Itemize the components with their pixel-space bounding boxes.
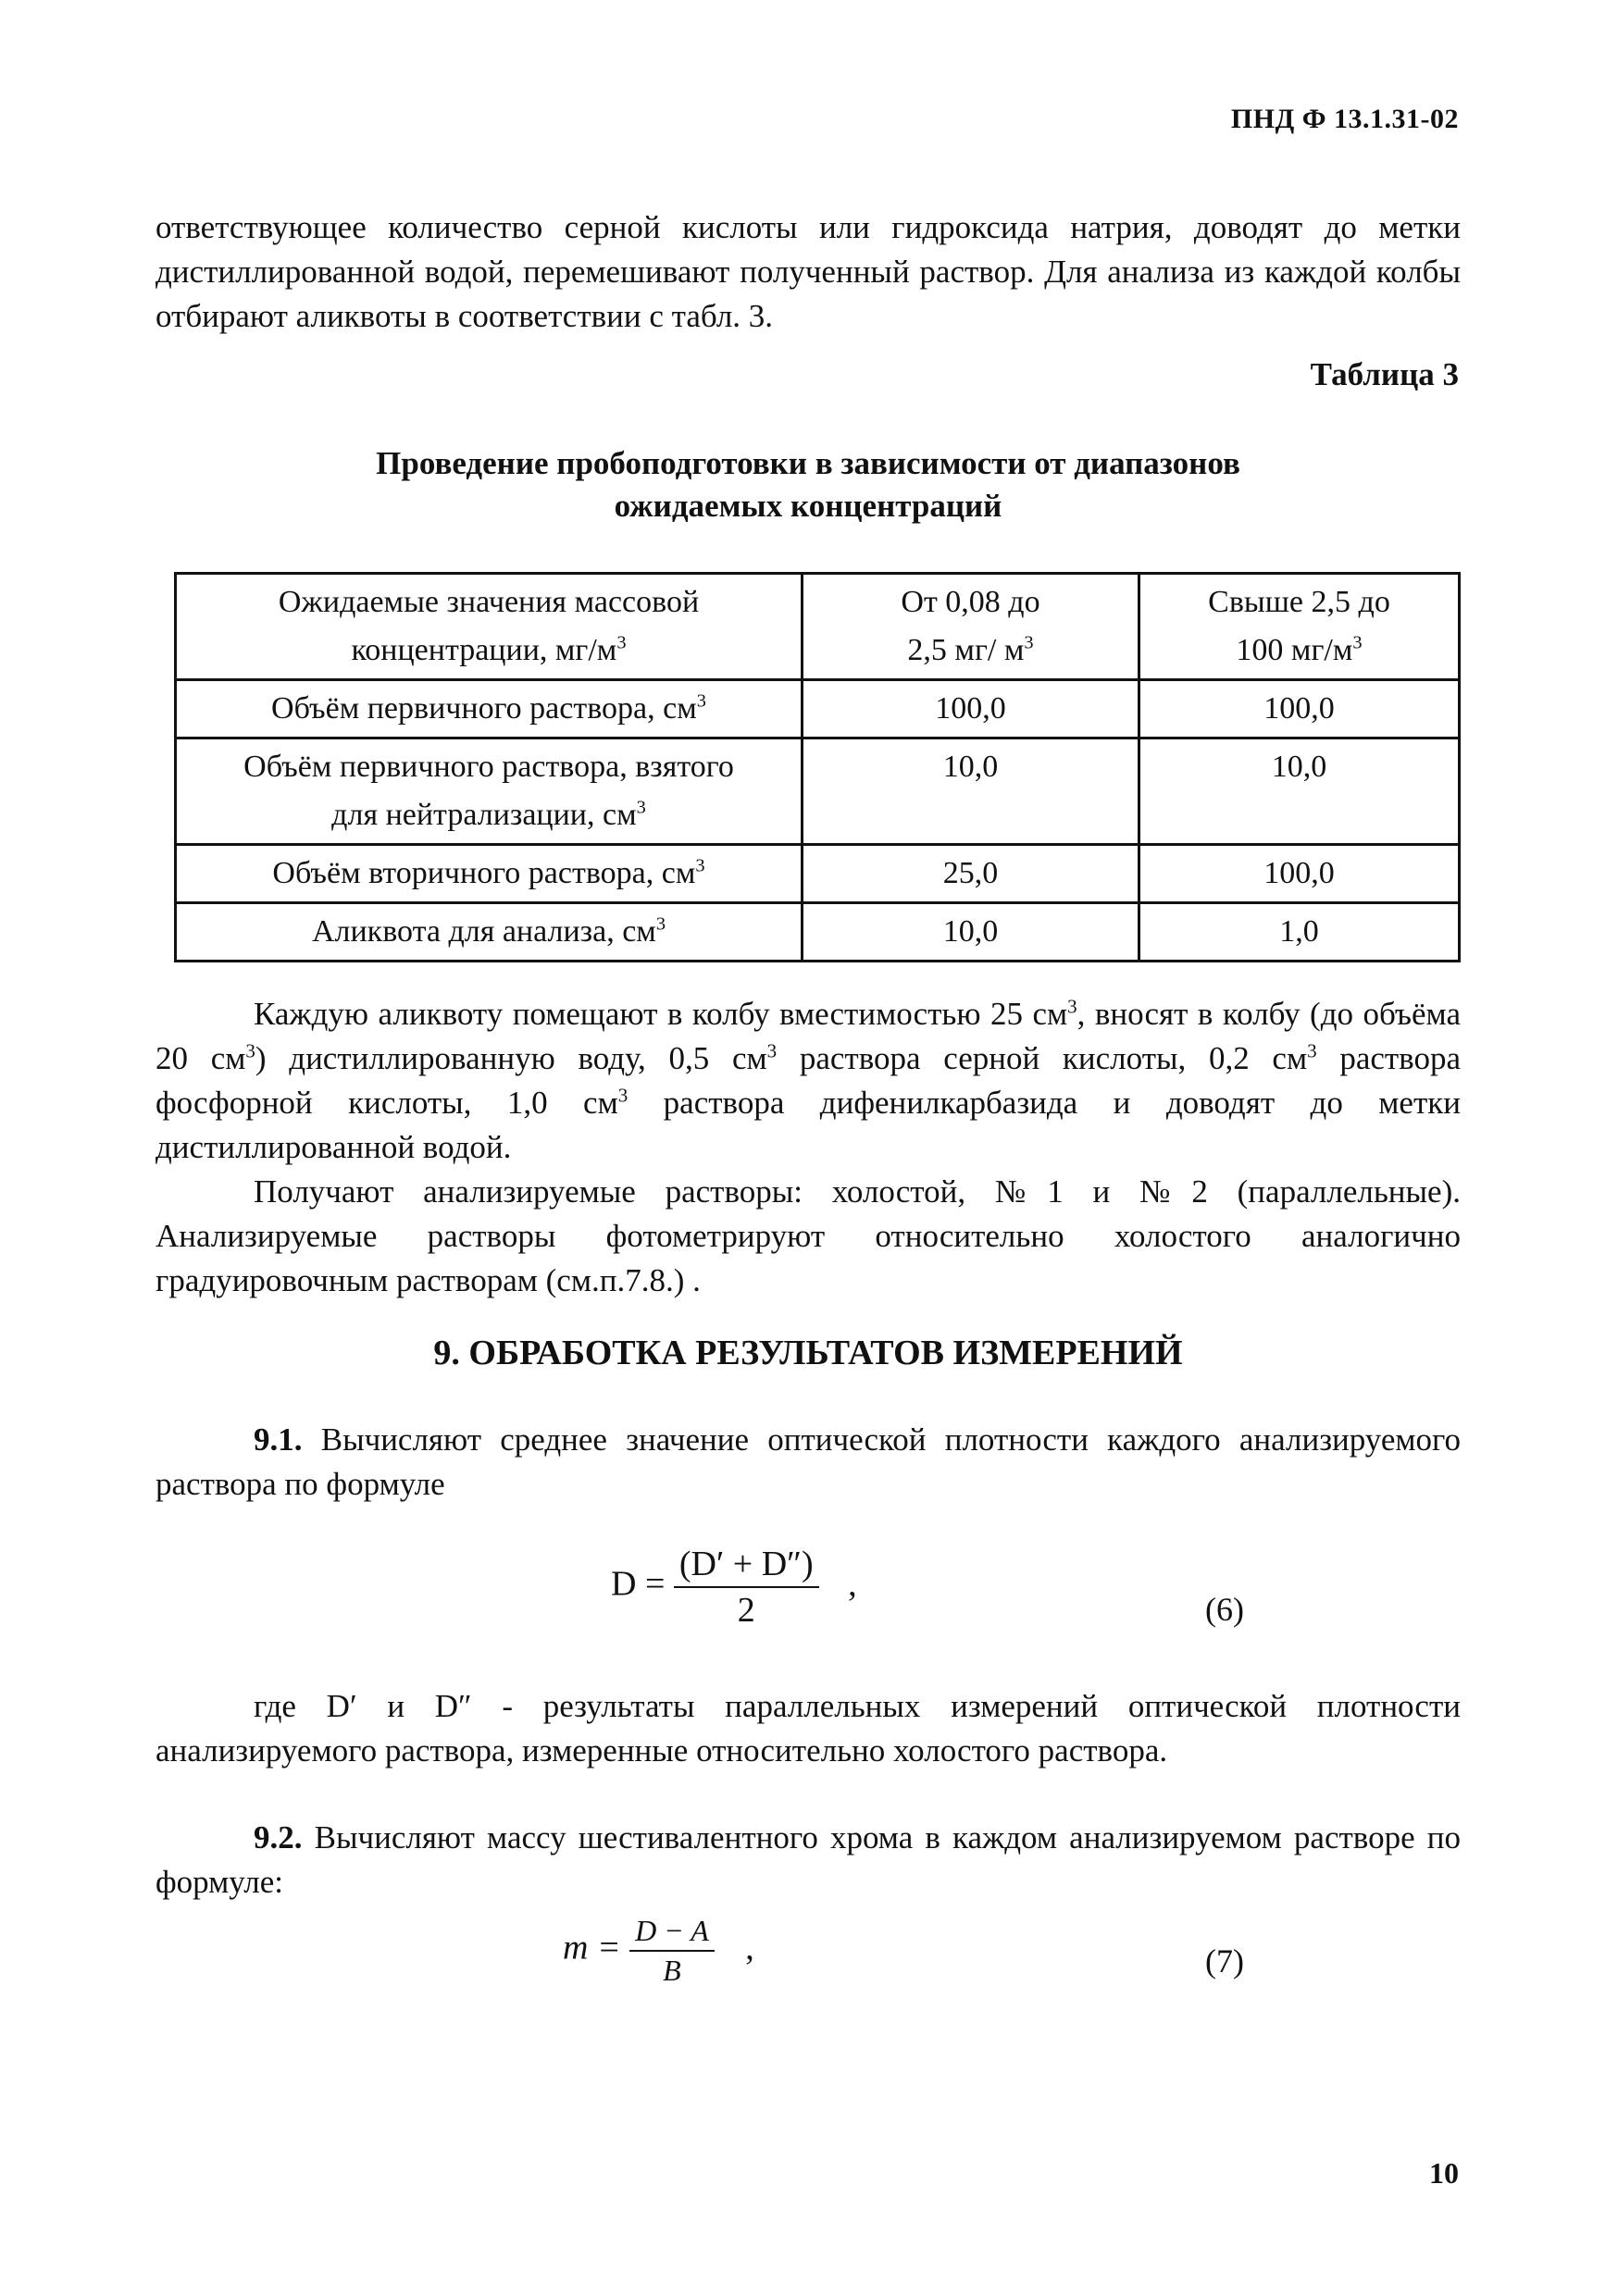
row-value: 100,0 — [803, 680, 1139, 738]
table-title-line-2: ожидаемых концентраций — [614, 488, 1002, 524]
header-cell-range-2: Свыше 2,5 до 100 $мг/м^3$ — [1139, 574, 1460, 680]
intro-paragraph — [156, 205, 1461, 339]
row-value: 10,0 — [803, 738, 1139, 845]
table-row — [176, 738, 1460, 845]
page-number: 10 — [1429, 2156, 1459, 2190]
formula-7: m = $\frac{D - A}{B}$ , — [563, 1914, 754, 1987]
table-row — [176, 903, 1460, 962]
sample-preparation-table — [174, 572, 1461, 962]
row-label: Объём вторичного раствора, $см^3$ — [176, 845, 803, 903]
row-value: 25,0 — [803, 845, 1139, 903]
header-cell-range-1: От 0,08 до 2,5 мг/ $м^3$ — [803, 574, 1139, 680]
row-label: Аликвота для анализа, $см^3$ — [176, 903, 803, 962]
row-value: 100,0 — [1139, 680, 1460, 738]
solutions-paragraph: Получают анализируемые растворы: холостой, №1 и №2 (параллельные). Анализируемые растворы фотометрируют относительно холостого аналогично градуировочным растворам (см.п.7.8.) . — [156, 1173, 1461, 1298]
formula-6-number: (6) — [1205, 1591, 1244, 1628]
row-label: Объём первичного раствора, взятого для нейтрализации, $см^3$ — [176, 738, 803, 845]
formula-6: D = $\frac{(D' + D'')}{2}$ , — [611, 1545, 857, 1630]
section-title: 9. ОБРАБОТКА РЕЗУЛЬТАТОВ ИЗМЕРЕНИЙ — [433, 1334, 1183, 1372]
formula-7-number: (7) — [1205, 1942, 1244, 1980]
item-9-2: 9.2. Вычисляют массу шестивалентного хрома в каждом анализируемом растворе по формуле: — [156, 1819, 1461, 1900]
table-caption: Таблица 3 — [1310, 356, 1459, 392]
aliquot-paragraph: Каждую аликвоту помещают в колбу вместимостью 25 $см^3$, вносят в колбу (до объёма 20 $см^3$) дистиллированную воду, 0,5 $см^3$ раствора серной кислоты, 0,2 $см^3$ раствора фосфорной кислоты, 1,0 $см^3$ раствора дифенилкарбазида и доводят до метки дистиллированной водой. Получают анализируемые растворы: холостой, №1 и №2 (параллельные). Анализируемые растворы фотометрируют относительно холостого аналогично градуировочным растворам (см.п.7.8.) . — [156, 992, 1461, 1303]
table-row — [176, 680, 1460, 738]
table-title — [156, 442, 1461, 527]
item-9-1: 9.1. Вычисляют среднее значение оптической плотности каждого анализируемого раствора по формуле — [156, 1421, 1461, 1502]
row-label: Объём первичного раствора, $см^3$ — [176, 680, 803, 738]
header-cell-concentration: Ожидаемые значения массовой концентрации, $мг/м^3$ — [176, 574, 803, 680]
table-title-line-1: Проведение пробоподготовки в зависимости от диапазонов — [376, 445, 1240, 481]
table-row — [176, 845, 1460, 903]
intro-text: ответствующее количество серной кислоты или гидроксида натрия, доводят до метки дистиллированной водой, перемешивают полученный раствор. Для анализа из каждой колбы отбирают аликвоты в соответствии с табл. 3. — [156, 209, 1461, 334]
where-paragraph: где D′ и D″ - результаты параллельных измерений оптической плотности анализируемого раствора, измеренные относительно холостого раствора. — [156, 1688, 1461, 1769]
row-value: 10,0 — [803, 903, 1139, 962]
row-value: 10,0 — [1139, 738, 1460, 845]
table-header-row — [176, 574, 1460, 680]
row-value: 100,0 — [1139, 845, 1460, 903]
row-value: 1,0 — [1139, 903, 1460, 962]
document-code: ПНД Ф 13.1.31-02 — [1230, 104, 1459, 134]
